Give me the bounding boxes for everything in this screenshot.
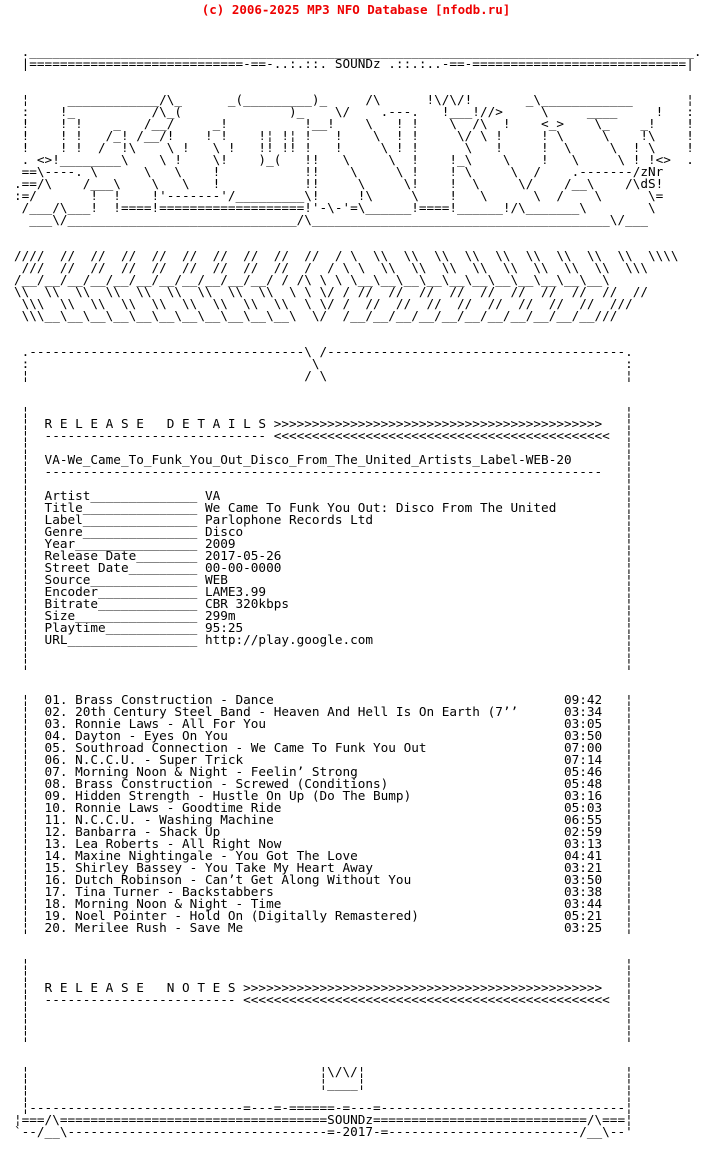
logo-row: :=/ ! ! !'-------'/_________\! !\ \ ! \ \ / \ \=	[14, 188, 687, 203]
footer-border-line: ¦----------------------------=---=-======-=---=--------------------------------¦	[14, 1100, 633, 1115]
track-line-06: ¦ 06. N.C.C.U. - Super Trick 07:14 ¦	[14, 752, 633, 767]
logo-row: ! ! ! / !\ \ ! \ ! !! !! ! ! \ ! ! \ ! ! \ \ ! \ !	[14, 140, 694, 155]
ascii-logo-soundz	[14, 94, 712, 226]
hatch-row: /__/__/__/__/__/__/__/__/__/__/__/ / /\ \ \ \__\__\__\__\__\__\__\__\__\__\__\	[14, 272, 610, 287]
track-line-03: ¦ 03. Ronnie Laws - All For You 03:05 ¦	[14, 716, 633, 731]
spacer-line: ¦ ¦	[14, 476, 633, 491]
track-line-16: ¦ 16. Dutch Robinson - Can’t Get Along Without You 03:50 ¦	[14, 872, 633, 887]
box-top-row: .------------------------------------\ /---------------------------------------.	[14, 344, 633, 359]
track-line-17: ¦ 17. Tina Turner - Backstabbers 03:38 ¦	[14, 884, 633, 899]
logo-row: /___/\___! !====!===================!'-\-'=\______!====!______!/\_______\ \	[14, 200, 687, 215]
spacer-line: ¦ ¦	[14, 656, 633, 671]
ascii-banner	[14, 46, 712, 70]
track-line-14: ¦ 14. Maxine Nightingale - You Got The Love 04:41 ¦	[14, 848, 633, 863]
track-line-12: ¦ 12. Banbarra - Shack Up 02:59 ¦	[14, 824, 633, 839]
logo-row: ¦ ____________/\_ _(_________)_ /\ !\/\/! _\____________ ¦	[14, 92, 694, 107]
track-line-11: ¦ 11. N.C.C.U. - Washing Machine 06:55 ¦	[14, 812, 633, 827]
box-top-row: ¦ / \ ¦	[14, 368, 633, 383]
track-line-04: ¦ 04. Dayton - Eyes On You 03:50 ¦	[14, 728, 633, 743]
release-notes-section	[14, 958, 712, 1042]
field-title: ¦ Title_______________ We Came To Funk You Out: Disco From The United ¦	[14, 500, 633, 515]
field-release-date: ¦ Release Date________ 2017-05-26 ¦	[14, 548, 633, 563]
banner-top-border: ._______________________________________________________________________________________.	[14, 44, 702, 59]
footer-section	[14, 1066, 712, 1138]
track-line-02: ¦ 02. 20th Century Steel Band - Heaven And Hell Is On Earth (7’’ 03:34 ¦	[14, 704, 633, 719]
field-genre: ¦ Genre_______________ Disco ¦	[14, 524, 633, 539]
spacer-line: ¦ ¦	[14, 1028, 633, 1043]
field-size: ¦ Size________________ 299m ¦	[14, 608, 633, 623]
track-line-13: ¦ 13. Lea Roberts - All Right Now 03:13 ¦	[14, 836, 633, 851]
nfo-document	[0, 18, 712, 1162]
track-line-07: ¦ 07. Morning Noon & Night - Feelin’ Strong 05:46 ¦	[14, 764, 633, 779]
logo-row: : !_ /\_( )_ \/ .---. !___!//> \ ____ ! :	[14, 104, 694, 119]
track-line-18: ¦ 18. Morning Noon & Night - Time 03:44 ¦	[14, 896, 633, 911]
crown-glyph: ¦ ¦\/\/¦ ¦	[14, 1064, 633, 1079]
track-line-15: ¦ 15. Shirley Bassey - You Take My Heart Away 03:21 ¦	[14, 860, 633, 875]
crown-glyph: ¦ ¦____¦ ¦	[14, 1076, 633, 1091]
release-notes-heading: ¦ R E L E A S E N O T E S >>>>>>>>>>>>>>>>>>>>>>>>>>>>>>>>>>>>>>>>>>>>>>> ¦	[14, 980, 633, 995]
field-encoder: ¦ Encoder_____________ LAME3.99 ¦	[14, 584, 633, 599]
field-street-date: ¦ Street Date_________ 00-00-0000 ¦	[14, 560, 633, 575]
footer-group-line: ¦===/\===================================SOUNDz============================/\===¦	[14, 1112, 633, 1127]
ascii-hatch-band	[14, 250, 712, 322]
logo-row: ==\----. \ \ \ ! !! \ \ ! ! \ \ / .-------/zNr	[14, 164, 687, 179]
spacer-line: ¦ ¦	[14, 1088, 633, 1103]
field-artist: ¦ Artist______________ VA ¦	[14, 488, 633, 503]
track-line-09: ¦ 09. Hidden Strength - Hustle On Up (Do The Bump) 03:16 ¦	[14, 788, 633, 803]
release-details-heading: ¦ R E L E A S E D E T A I L S >>>>>>>>>>>>>>>>>>>>>>>>>>>>>>>>>>>>>>>>>>> ¦	[14, 416, 633, 431]
release-name-underline: ¦ ------------------------------------------------------------------------- ¦	[14, 464, 633, 479]
logo-row: .==/\ /___\ \ \ ! !! \ \! ! \ \/ /__\ /\dS!	[14, 176, 687, 191]
box-top-row: : \ :	[14, 356, 633, 371]
spacer-line: ¦ ¦	[14, 968, 633, 983]
release-details-section	[14, 406, 712, 670]
tracklist-section	[14, 694, 712, 934]
footer-year-line: `--/__\----------------------------------=-2017-=-------------------------/__\--'	[14, 1124, 633, 1139]
field-playtime: ¦ Playtime____________ 95:25 ¦	[14, 620, 633, 635]
hatch-row: \\\ \\ \\ \\ \\ \\ \\ \\ \\ \ \/ / // // // // // // // // ///	[14, 296, 633, 311]
track-line-10: ¦ 10. Ronnie Laws - Goodtime Ride 05:03 ¦	[14, 800, 633, 815]
spacer-line: ¦ ¦	[14, 1016, 633, 1031]
spacer-line: ¦ ¦	[14, 956, 633, 971]
field-bitrate: ¦ Bitrate_____________ CBR 320kbps ¦	[14, 596, 633, 611]
track-line-19: ¦ 19. Noel Pointer - Hold On (Digitally Remastered) 05:21 ¦	[14, 908, 633, 923]
banner-title-line: |============================-==-..:.::. SOUNDz .::.:..-==-============================|	[14, 56, 694, 71]
field-label: ¦ Label_______________ Parlophone Records Ltd ¦	[14, 512, 633, 527]
hatch-row: /// // // // // // // // // / / \ \ \\ \\ \\ \\ \\ \\ \\ \\ \\\	[14, 260, 648, 275]
spacer-line: ¦ ¦	[14, 1004, 633, 1019]
logo-row: . <>!________\ \ ! \! )_( !! \ \ ! !_\ \ ! \ \ ! !<> .	[14, 152, 694, 167]
copyright-banner: (c) 2006-2025 MP3 NFO Database [nfodb.ru]	[201, 2, 511, 17]
track-line-01: ¦ 01. Brass Construction - Dance 09:42 ¦	[14, 692, 633, 707]
track-line-20: ¦ 20. Merilee Rush - Save Me 03:25 ¦	[14, 920, 633, 935]
hatch-row: //// // // // // // // // // // / \ \\ \\ \\ \\ \\ \\ \\ \\ \\ \\\\	[14, 248, 679, 263]
track-line-08: ¦ 08. Brass Construction - Screwed (Conditions) 05:48 ¦	[14, 776, 633, 791]
hatch-row: \\\__\__\__\__\__\__\__\__\__\__\__\ \/ /__/__/__/__/__/__/__/__/__/__/__///	[14, 308, 618, 323]
field-source: ¦ Source______________ WEB ¦	[14, 572, 633, 587]
logo-row: ! ! ! _ /__/ _! !__! \ ! ! \ /\ ! <_> \_ _! !	[14, 116, 694, 131]
release-notes-underline: ¦ ------------------------- <<<<<<<<<<<<<<<<<<<<<<<<<<<<<<<<<<<<<<<<<<<<<<<< ¦	[14, 992, 633, 1007]
track-line-05: ¦ 05. Southroad Connection - We Came To Funk You Out 07:00 ¦	[14, 740, 633, 755]
ascii-box-top	[14, 346, 712, 382]
release-details-underline: ¦ ----------------------------- <<<<<<<<<<<<<<<<<<<<<<<<<<<<<<<<<<<<<<<<<<<< ¦	[14, 428, 633, 443]
logo-row: ___\/______________________________/\_______________________________________\/___	[14, 212, 687, 227]
logo-row: ! ! ! /_! /__/! ! ! !¦ !¦ ! ! \ ! ! \/ \ ! ! \ \ !\ !	[14, 128, 694, 143]
hatch-row: \\ \\ \\ \\ \\ \\ \\ \\ \\ \ \ \/ / // // // // // // // // // //	[14, 284, 648, 299]
field-year: ¦ Year________________ 2009 ¦	[14, 536, 633, 551]
spacer-line: ¦ ¦	[14, 440, 633, 455]
field-url: ¦ URL_________________ http://play.google.com ¦	[14, 632, 633, 647]
spacer-line: ¦ ¦	[14, 644, 633, 659]
spacer-line: ¦ ¦	[14, 404, 633, 419]
release-name: ¦ VA-We_Came_To_Funk_You_Out_Disco_From_The_United_Artists_Label-WEB-20 ¦	[14, 452, 633, 467]
